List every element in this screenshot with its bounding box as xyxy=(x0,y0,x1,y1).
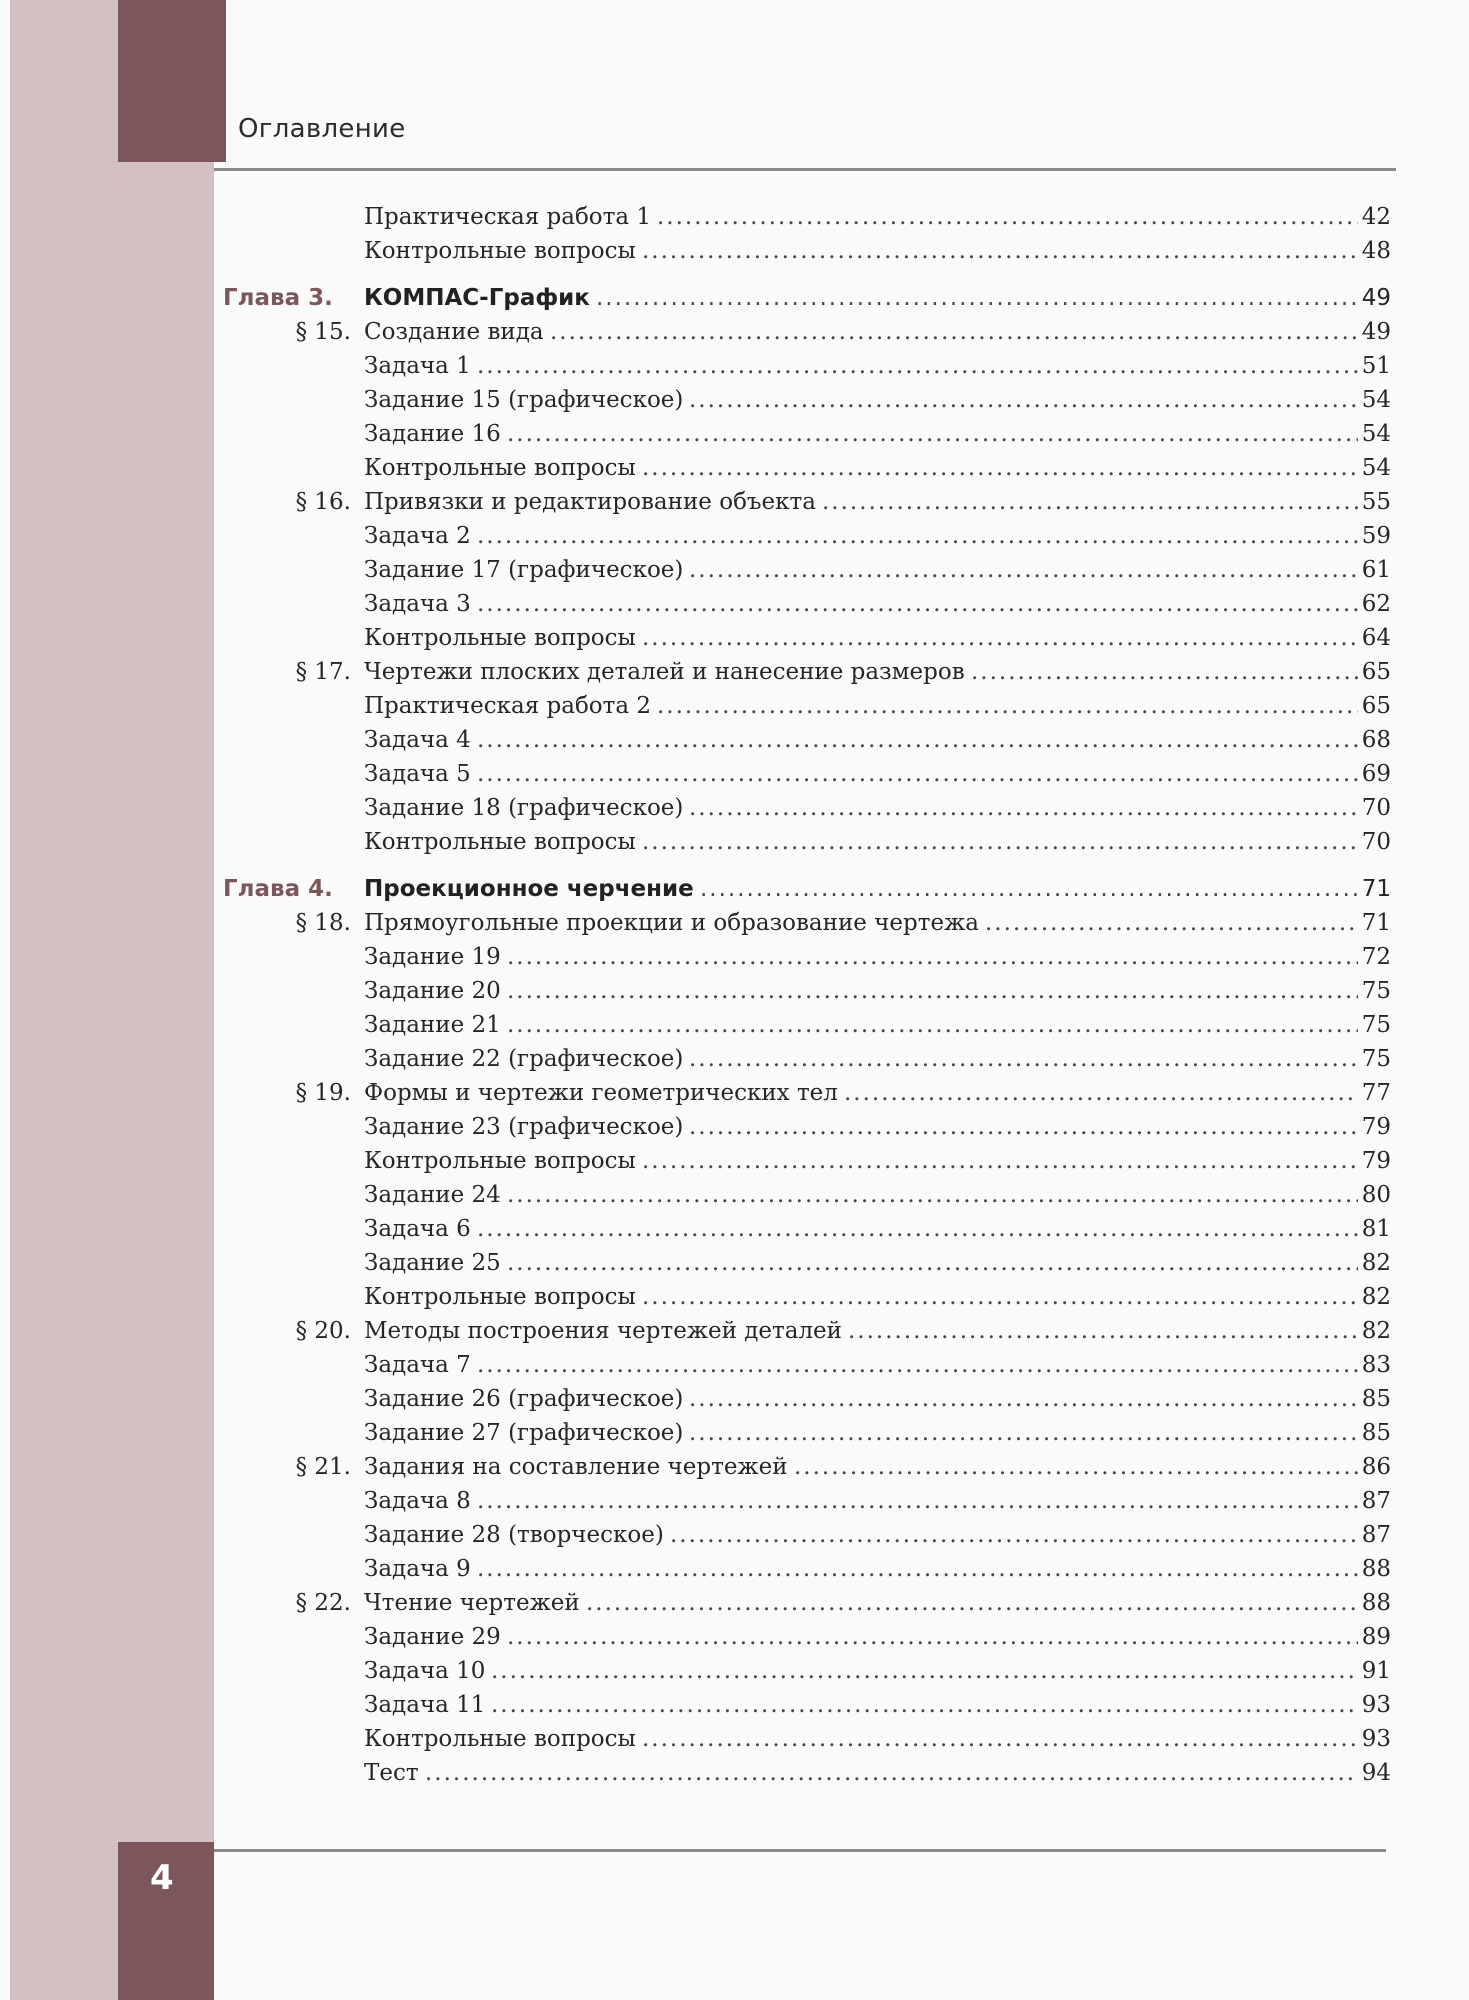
toc-item-row[interactable] xyxy=(0,519,1469,553)
toc-item-row[interactable] xyxy=(0,1178,1469,1212)
toc-leader-dots xyxy=(689,1382,1358,1416)
toc-item-row[interactable] xyxy=(0,689,1469,723)
toc-page-number: 79 xyxy=(1361,1148,1391,1174)
toc-leader-dots xyxy=(642,621,1358,655)
toc-entry-title: Чертежи плоских деталей и нанесение размеров xyxy=(364,659,965,685)
toc-leader-dots xyxy=(507,1008,1358,1042)
toc-entry-title: Задание 29 xyxy=(364,1624,501,1650)
toc-leader-dots xyxy=(642,1144,1358,1178)
toc-page-number: 62 xyxy=(1361,591,1391,617)
toc-entry-title: Задание 15 (графическое) xyxy=(364,387,684,413)
toc-entry-title: Задание 23 (графическое) xyxy=(364,1114,684,1140)
toc-entry-title: Задание 21 xyxy=(364,1012,501,1038)
toc-entry-title: Контрольные вопросы xyxy=(364,1726,636,1752)
toc-entry-title: Задание 25 xyxy=(364,1250,501,1276)
toc-page-number: 65 xyxy=(1361,659,1391,685)
toc-leader-dots xyxy=(642,825,1358,859)
toc-chapter-number: Глава 3. xyxy=(223,285,333,311)
toc-item-row[interactable] xyxy=(0,621,1469,655)
toc-page-number: 87 xyxy=(1361,1488,1391,1514)
toc-entry-title: Контрольные вопросы xyxy=(364,829,636,855)
toc-entry-title: КОМПАС-График xyxy=(364,285,590,311)
toc-page-number: 54 xyxy=(1361,387,1391,413)
toc-entry-title: Контрольные вопросы xyxy=(364,625,636,651)
toc-page-number: 61 xyxy=(1361,557,1391,583)
toc-page-number: 75 xyxy=(1361,1046,1391,1072)
toc-item-row[interactable] xyxy=(0,974,1469,1008)
toc-leader-dots xyxy=(507,1246,1358,1280)
toc-entry-title: Задание 20 xyxy=(364,978,501,1004)
toc-entry-title: Задание 18 (графическое) xyxy=(364,795,684,821)
toc-chapter-row[interactable] xyxy=(0,872,1469,906)
toc-item-row[interactable] xyxy=(0,234,1469,268)
toc-page-number: 93 xyxy=(1361,1692,1391,1718)
toc-item-row[interactable] xyxy=(0,1484,1469,1518)
toc-page-number: 82 xyxy=(1361,1318,1391,1344)
toc-entry-title: Контрольные вопросы xyxy=(364,1284,636,1310)
toc-item-row[interactable] xyxy=(0,383,1469,417)
toc-entry-title: Контрольные вопросы xyxy=(364,238,636,264)
toc-chapter-number: Глава 4. xyxy=(223,876,333,902)
toc-item-row[interactable] xyxy=(0,757,1469,791)
toc-leader-dots xyxy=(550,315,1358,349)
toc-leader-dots xyxy=(507,1620,1358,1654)
toc-leader-dots xyxy=(477,349,1358,383)
toc-leader-dots xyxy=(642,1280,1358,1314)
toc-leader-dots xyxy=(985,906,1358,940)
toc-section-row[interactable] xyxy=(0,1076,1469,1110)
toc-page-number: 51 xyxy=(1361,353,1391,379)
toc-item-row[interactable] xyxy=(0,417,1469,451)
toc-leader-dots xyxy=(689,1110,1358,1144)
toc-entry-title: Задача 11 xyxy=(364,1692,486,1718)
toc-page-number: 54 xyxy=(1361,455,1391,481)
toc-leader-dots xyxy=(477,519,1358,553)
toc-page-number: 54 xyxy=(1361,421,1391,447)
toc-entry-title: Задание 16 xyxy=(364,421,501,447)
toc-page-number: 75 xyxy=(1361,1012,1391,1038)
toc-section-number: § 19. xyxy=(295,1080,351,1106)
toc-page-number: 82 xyxy=(1361,1250,1391,1276)
toc-section-row[interactable] xyxy=(0,485,1469,519)
toc-entry-title: Задание 27 (графическое) xyxy=(364,1420,684,1446)
toc-page-number: 82 xyxy=(1361,1284,1391,1310)
toc-entry-title: Тест xyxy=(364,1760,419,1786)
toc-section-row[interactable] xyxy=(0,315,1469,349)
toc-entry-title: Задача 9 xyxy=(364,1556,471,1582)
toc-item-row[interactable] xyxy=(0,451,1469,485)
toc-leader-dots xyxy=(700,872,1358,906)
toc-entry-title: Задача 3 xyxy=(364,591,471,617)
toc-leader-dots xyxy=(586,1586,1358,1620)
toc-page-number: 70 xyxy=(1361,829,1391,855)
toc-section-number: § 21. xyxy=(295,1454,351,1480)
toc-entry-title: Практическая работа 2 xyxy=(364,693,652,719)
toc-leader-dots xyxy=(848,1314,1358,1348)
toc-page-number: 70 xyxy=(1361,795,1391,821)
toc-entry-title: Задание 17 (графическое) xyxy=(364,557,684,583)
toc-page-number: 93 xyxy=(1361,1726,1391,1752)
toc-item-row[interactable] xyxy=(0,1518,1469,1552)
footer-divider xyxy=(214,1849,1386,1852)
toc-entry-title: Чтение чертежей xyxy=(364,1590,580,1616)
toc-item-row[interactable] xyxy=(0,1348,1469,1382)
toc-entry-title: Задание 28 (творческое) xyxy=(364,1522,664,1548)
toc-page-number: 72 xyxy=(1361,944,1391,970)
toc-entry-title: Задача 1 xyxy=(364,353,471,379)
toc-page-number: 55 xyxy=(1361,489,1391,515)
toc-leader-dots xyxy=(477,1484,1358,1518)
toc-page-number: 69 xyxy=(1361,761,1391,787)
toc-entry-title: Задание 19 xyxy=(364,944,501,970)
toc-section-number: § 17. xyxy=(295,659,351,685)
toc-leader-dots xyxy=(507,940,1358,974)
toc-page-number: 85 xyxy=(1361,1386,1391,1412)
toc-leader-dots xyxy=(477,1552,1358,1586)
toc-page-number: 88 xyxy=(1361,1556,1391,1582)
toc-leader-dots xyxy=(822,485,1358,519)
toc-page-number: 80 xyxy=(1361,1182,1391,1208)
toc-page-number: 86 xyxy=(1361,1454,1391,1480)
toc-leader-dots xyxy=(971,655,1358,689)
toc-entry-title: Задача 2 xyxy=(364,523,471,549)
toc-leader-dots xyxy=(477,1212,1358,1246)
toc-item-row[interactable] xyxy=(0,1144,1469,1178)
toc-leader-dots xyxy=(477,757,1358,791)
toc-entry-title: Создание вида xyxy=(364,319,544,345)
toc-leader-dots xyxy=(642,1722,1358,1756)
toc-leader-dots xyxy=(491,1688,1358,1722)
toc-section-number: § 16. xyxy=(295,489,351,515)
toc-item-row[interactable] xyxy=(0,1552,1469,1586)
toc-item-row[interactable] xyxy=(0,1212,1469,1246)
toc-entry-title: Задача 7 xyxy=(364,1352,471,1378)
toc-item-row[interactable] xyxy=(0,1654,1469,1688)
toc-page-number: 48 xyxy=(1361,238,1391,264)
toc-entry-title: Формы и чертежи геометрических тел xyxy=(364,1080,838,1106)
toc-page-number: 64 xyxy=(1361,625,1391,651)
toc-page-number: 79 xyxy=(1361,1114,1391,1140)
toc-item-row[interactable] xyxy=(0,1756,1469,1790)
toc-section-row[interactable] xyxy=(0,1586,1469,1620)
toc-entry-title: Задание 24 xyxy=(364,1182,501,1208)
toc-section-row[interactable] xyxy=(0,1314,1469,1348)
toc-page-number: 87 xyxy=(1361,1522,1391,1548)
toc-entry-title: Прямоугольные проекции и образование чертежа xyxy=(364,910,979,936)
toc-leader-dots xyxy=(425,1756,1358,1790)
toc-page-number: 71 xyxy=(1361,876,1391,902)
toc-entry-title: Практическая работа 1 xyxy=(364,204,652,230)
page-number: 4 xyxy=(150,1858,174,1898)
toc-leader-dots xyxy=(689,553,1358,587)
toc-leader-dots xyxy=(507,974,1358,1008)
toc-page-number: 85 xyxy=(1361,1420,1391,1446)
toc-leader-dots xyxy=(794,1450,1358,1484)
toc-leader-dots xyxy=(477,1348,1358,1382)
toc-page-number: 59 xyxy=(1361,523,1391,549)
toc-item-row[interactable] xyxy=(0,1042,1469,1076)
toc-leader-dots xyxy=(689,383,1358,417)
toc-item-row[interactable] xyxy=(0,1280,1469,1314)
running-header-title: Оглавление xyxy=(238,114,406,144)
toc-item-row[interactable] xyxy=(0,1246,1469,1280)
toc-leader-dots xyxy=(844,1076,1358,1110)
toc-item-row[interactable] xyxy=(0,200,1469,234)
toc-entry-title: Задача 10 xyxy=(364,1658,486,1684)
toc-leader-dots xyxy=(642,451,1358,485)
toc-entry-title: Задача 4 xyxy=(364,727,471,753)
toc-entry-title: Привязки и редактирование объекта xyxy=(364,489,816,515)
toc-section-number: § 18. xyxy=(295,910,351,936)
toc-page-number: 91 xyxy=(1361,1658,1391,1684)
toc-leader-dots xyxy=(657,689,1358,723)
toc-item-row[interactable] xyxy=(0,1110,1469,1144)
toc-item-row[interactable] xyxy=(0,1008,1469,1042)
toc-entry-title: Проекционное черчение xyxy=(364,876,694,902)
toc-chapter-row[interactable] xyxy=(0,281,1469,315)
toc-section-row[interactable] xyxy=(0,906,1469,940)
toc-section-number: § 20. xyxy=(295,1318,351,1344)
toc-item-row[interactable] xyxy=(0,791,1469,825)
toc-item-row[interactable] xyxy=(0,553,1469,587)
toc-leader-dots xyxy=(689,1042,1358,1076)
toc-entry-title: Задание 26 (графическое) xyxy=(364,1386,684,1412)
toc-item-row[interactable] xyxy=(0,587,1469,621)
toc-leader-dots xyxy=(689,791,1358,825)
toc-section-row[interactable] xyxy=(0,1450,1469,1484)
toc-section-number: § 15. xyxy=(295,319,351,345)
toc-entry-title: Задача 5 xyxy=(364,761,471,787)
toc-section-row[interactable] xyxy=(0,655,1469,689)
toc-leader-dots xyxy=(477,587,1358,621)
toc-page-number: 71 xyxy=(1361,910,1391,936)
toc-leader-dots xyxy=(596,281,1358,315)
toc-leader-dots xyxy=(657,200,1358,234)
toc-entry-title: Контрольные вопросы xyxy=(364,1148,636,1174)
toc-page-number: 49 xyxy=(1361,319,1391,345)
toc-page-number: 75 xyxy=(1361,978,1391,1004)
toc-page-number: 42 xyxy=(1361,204,1391,230)
toc-entry-title: Задание 22 (графическое) xyxy=(364,1046,684,1072)
toc-entry-title: Методы построения чертежей деталей xyxy=(364,1318,843,1344)
toc-leader-dots xyxy=(507,417,1358,451)
toc-page-number: 94 xyxy=(1361,1760,1391,1786)
toc-leader-dots xyxy=(477,723,1358,757)
toc-entry-title: Задача 8 xyxy=(364,1488,471,1514)
toc-entry-title: Задания на составление чертежей xyxy=(364,1454,788,1480)
toc-entry-title: Контрольные вопросы xyxy=(364,455,636,481)
toc-section-number: § 22. xyxy=(295,1590,351,1616)
toc-leader-dots xyxy=(491,1654,1358,1688)
toc-page-number: 77 xyxy=(1361,1080,1391,1106)
toc-page-number: 83 xyxy=(1361,1352,1391,1378)
toc-leader-dots xyxy=(670,1518,1358,1552)
toc-entry-title: Задача 6 xyxy=(364,1216,471,1242)
toc-item-row[interactable] xyxy=(0,723,1469,757)
toc-item-row[interactable] xyxy=(0,1620,1469,1654)
toc-leader-dots xyxy=(642,234,1358,268)
toc-item-row[interactable] xyxy=(0,349,1469,383)
toc-item-row[interactable] xyxy=(0,940,1469,974)
toc-leader-dots xyxy=(507,1178,1358,1212)
toc-page-number: 81 xyxy=(1361,1216,1391,1242)
toc-item-row[interactable] xyxy=(0,1416,1469,1450)
toc-item-row[interactable] xyxy=(0,1382,1469,1416)
toc-page-number: 89 xyxy=(1361,1624,1391,1650)
toc-page-number: 65 xyxy=(1361,693,1391,719)
toc-page-number: 49 xyxy=(1361,285,1391,311)
toc-page-number: 88 xyxy=(1361,1590,1391,1616)
toc-item-row[interactable] xyxy=(0,1722,1469,1756)
toc-leader-dots xyxy=(689,1416,1358,1450)
toc-item-row[interactable] xyxy=(0,1688,1469,1722)
toc-item-row[interactable] xyxy=(0,825,1469,859)
toc-page-number: 68 xyxy=(1361,727,1391,753)
